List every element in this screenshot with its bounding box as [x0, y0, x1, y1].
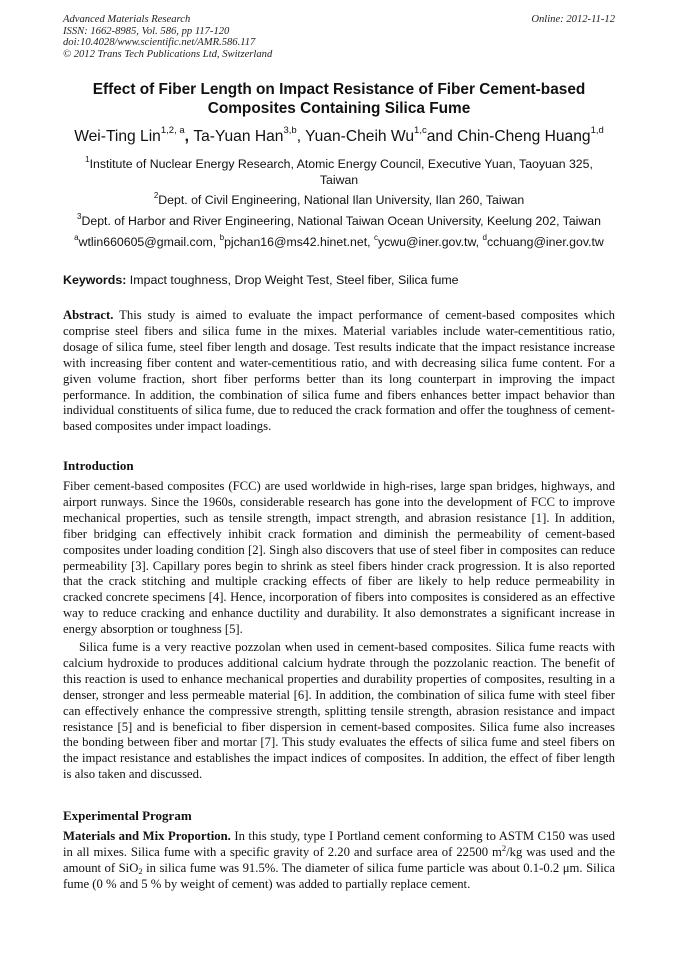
email-link[interactable]: cchuang@iner.gov.tw: [486, 235, 604, 249]
author-sup: 1,d: [590, 125, 604, 136]
author-list: [40, 127, 638, 147]
title-line-2: Composites Containing Silica Fume: [207, 100, 471, 117]
affiliation-sup: 3: [77, 212, 82, 221]
paper-title: [63, 80, 615, 118]
keywords-text: Impact toughness, Drop Weight Test, Steel fiber, Silica fume: [126, 273, 459, 287]
copyright-line: © 2012 Trans Tech Publications Ltd, Switzerland: [63, 48, 273, 60]
title-line-1: Effect of Fiber Length on Impact Resistance of Fiber Cement-based: [92, 81, 586, 98]
affiliation-3: [63, 214, 615, 230]
affiliation-text: Institute of Nuclear Energy Research, Atomic Energy Council, Executive Yuan, Taoyuan 325,: [89, 157, 593, 171]
materials-text-1: In this study, type I Portland cement conforming to ASTM C150 was used in all mixes. Silica fume with a specific gravity of 2.20 and surface area of 22500 m: [63, 829, 615, 859]
materials-text-3: in silica fume was 91.5%. The diameter of silica fume particle was about 0.1-0.2 μm. Silica fume (0 % and 5 % by weight of cement) was added to partially replace cement.: [63, 860, 615, 891]
author-sup: 1,c: [414, 125, 427, 136]
experimental-heading: Experimental Program: [63, 808, 192, 823]
email-sup: a: [74, 233, 79, 242]
journal-name: Advanced Materials Research: [63, 14, 191, 25]
email-link[interactable]: wtlin660605@gmail.com,: [78, 235, 220, 249]
affiliation-sup: 2: [153, 191, 159, 200]
affiliation-text: Dept. of Civil Engineering, National Ilan University, Ilan 260, Taiwan: [158, 193, 525, 207]
email-sup: d: [482, 233, 487, 242]
online-date: Online: 2012-11-12: [531, 14, 615, 25]
keywords: [63, 273, 615, 288]
author-sup: 3,b: [283, 125, 297, 136]
author-sup: 1,2, a: [160, 125, 185, 136]
author-separator: ,: [296, 128, 306, 145]
keywords-label: Keywords:: [63, 273, 127, 287]
introduction-paragraph-2: Silica fume is a very reactive pozzolan when used in cement-based composites. Silica fume reacts with calcium hydroxide to produces additional calcium hydrate through the pozzolanic reaction. The benefit of this reaction is used to enhance mechanical properties and durability properties of composites, resulting in a denser, stronger and less permeable material [6]. In addition, the combination of silica fume with steel fiber can effectively enhance the compressive strength, splitting tensile strength, abrasion resistance and impact resistance [5] and is beneficial to fiber dispersion in cement-based composites. Silica fume also increases the bonding between fiber and mortar [7]. This study evaluates the effects of silica fume and steel fibers on the impact resistance and establishes the impact indices of composites. In addition, the effect of fiber length is also taken and discussed.: [63, 640, 615, 782]
author-separator: ,: [184, 128, 194, 145]
issn-line: ISSN: 1662-8985, Vol. 586, pp 117-120: [63, 25, 230, 37]
abstract-paragraph: [63, 308, 615, 435]
author-name: Chin-Cheng Huang: [457, 128, 591, 145]
introduction-paragraph-1: Fiber cement-based composites (FCC) are used worldwide in high-rises, large span bridges, highways, and airport runways. Since the 1960s, considerable research has gone into the development of FCC to improve mechanical properties, such as tensile strength, impact strength, and abrasion resistance [1]. In addition, fiber bridging can effectively inhibit crack formation and diminish the permeability of cement-based composites under loading condition [2]. Singh also discovers that use of steel fiber in composites can reduce permeability [3]. Capillary pores begin to shrink as steel fibers hinder crack progression. It is also reported that the crack stitching and multiple cracking effects of fiber are likely to help reduce permeability in cracked concrete specimens [4]. Hence, incorporation of fibers into composites is considered as an effective way to reduce cracking and enhance ductility and durability. It also demonstrates a significant increase in energy absorption or toughness [5].: [63, 479, 615, 637]
running-header: [63, 14, 615, 60]
superscript-2: 2: [501, 842, 507, 853]
materials-text-2: /kg was used and the amount of SiO: [63, 844, 615, 875]
author-name: Yuan-Cheih Wu: [305, 128, 415, 145]
introduction-heading: Introduction: [63, 458, 134, 473]
materials-paragraph: [63, 829, 615, 893]
email-link[interactable]: pjchan16@ms42.hinet.net,: [224, 235, 374, 249]
abstract-label: Abstract.: [63, 308, 114, 322]
email-link[interactable]: ycwu@iner.gov.tw,: [377, 235, 483, 249]
email-list: [63, 235, 615, 251]
doi-line: doi:10.4028/www.scientific.net/AMR.586.117: [63, 37, 256, 49]
affiliation-sup: 1: [85, 155, 90, 164]
author-name: Ta-Yuan Han: [193, 128, 284, 145]
materials-label: Materials and Mix Proportion.: [63, 829, 231, 843]
abstract-text: This study is aimed to evaluate the impact performance of cement-based composites which comprise steel fibers and silica fume in the mixes. Material variables include water-cementitious ratio, dosage of silica fume, steel fiber length and dosage. Test results indicate that the impact resistance increase with increasing fiber content and water-cementitious ratio, and with decreasing silica fume content. For a given volume fraction, short fiber performs better than its long counterpart in improving the impact performance. In addition, the combination of silica fume and fibers enhances better impact behavior than individual constituents of silica fume, due to reduced the crack formation and offer the toughness of cement-based composites under impact loadings.: [63, 308, 615, 434]
affiliation-text-cont: Taiwan: [319, 172, 359, 187]
author-and: and: [426, 128, 458, 145]
email-sup: c: [373, 233, 378, 242]
subscript-2: 2: [138, 865, 143, 876]
affiliation-1: [63, 157, 615, 188]
affiliation-2: [63, 193, 615, 209]
affiliation-text: Dept. of Harbor and River Engineering, National Taiwan Ocean University, Keelung 202, Taiwan: [81, 214, 601, 228]
email-sup: b: [219, 233, 225, 242]
author-name: Wei-Ting Lin: [74, 128, 161, 145]
